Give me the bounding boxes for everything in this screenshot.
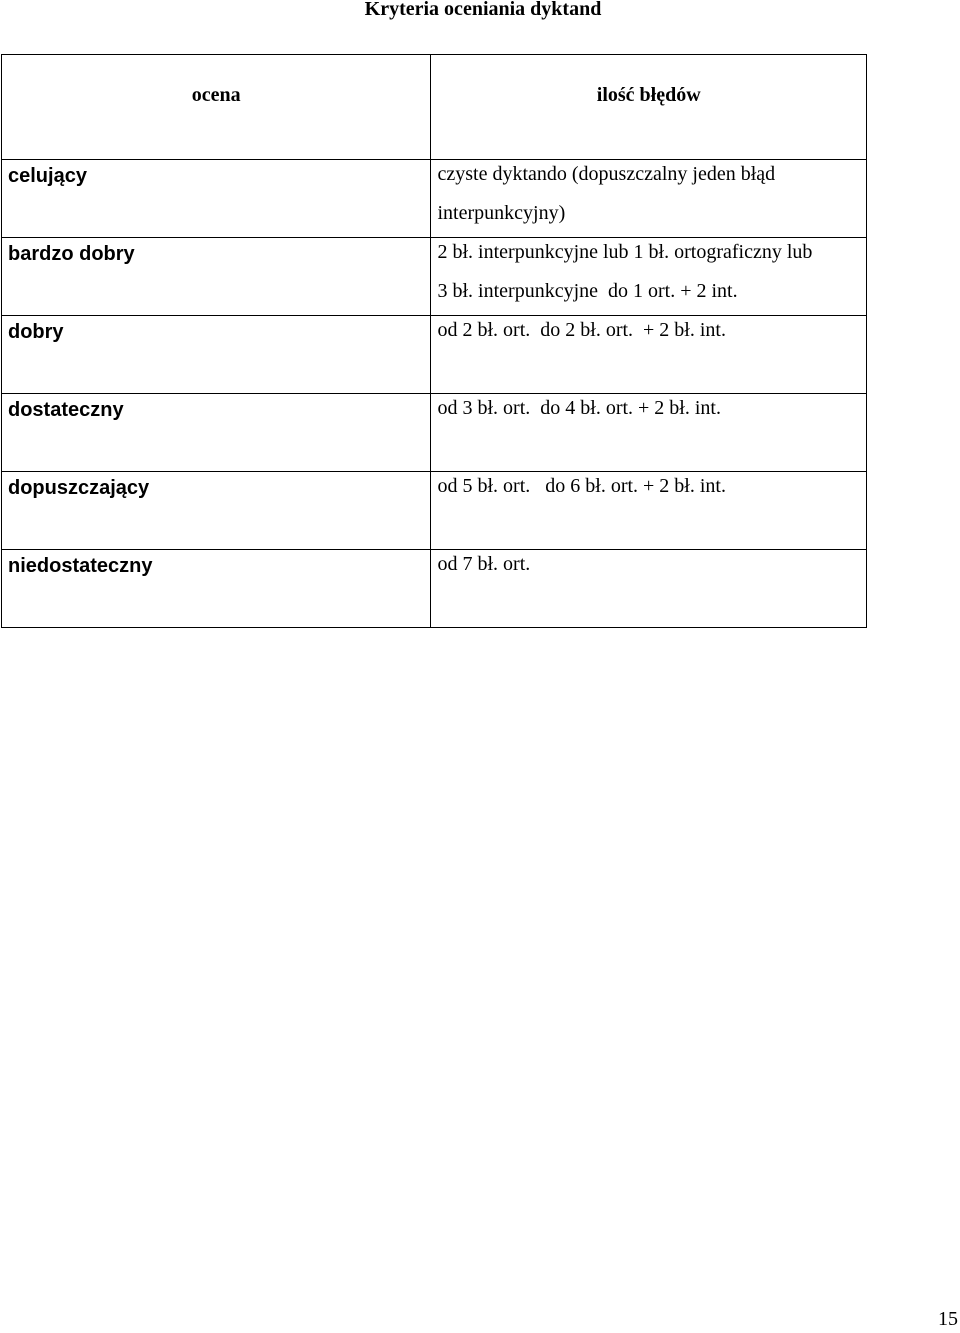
document-title: Kryteria oceniania dyktand — [364, 0, 602, 20]
errors-line: od 3 bł. ort. do 4 bł. ort. + 2 bł. int. — [437, 397, 721, 419]
errors-line: od 5 bł. ort. do 6 bł. ort. + 2 bł. int. — [437, 475, 726, 497]
table-row — [2, 394, 867, 472]
errors-cell — [431, 238, 867, 316]
errors-line: 2 bł. interpunkcyjne lub 1 bł. ortograficzny lub — [437, 241, 813, 263]
table-header-row — [2, 55, 867, 160]
table-row — [2, 160, 867, 238]
table-row — [2, 316, 867, 394]
header-errors: ilość błędów — [431, 55, 867, 160]
page-number: 15 — [938, 1308, 958, 1330]
errors-cell — [431, 550, 867, 628]
header-grade: ocena — [2, 55, 431, 160]
errors-line: od 7 bł. ort. — [437, 553, 531, 575]
table-row — [2, 238, 867, 316]
grade-cell: celujący — [2, 160, 431, 238]
grade-cell: dopuszczający — [2, 472, 431, 550]
errors-cell — [431, 394, 867, 472]
grade-cell: niedostateczny — [2, 550, 431, 628]
grading-criteria-table — [1, 54, 867, 628]
errors-line: interpunkcyjny) — [437, 202, 566, 224]
errors-line: czyste dyktando (dopuszczalny jeden błąd — [437, 163, 776, 185]
errors-cell — [431, 472, 867, 550]
grade-cell: bardzo dobry — [2, 238, 431, 316]
grade-cell: dostateczny — [2, 394, 431, 472]
table-row — [2, 472, 867, 550]
errors-cell — [431, 316, 867, 394]
errors-line: 3 bł. interpunkcyjne do 1 ort. + 2 int. — [437, 280, 738, 302]
table-row — [2, 550, 867, 628]
errors-cell — [431, 160, 867, 238]
grade-cell: dobry — [2, 316, 431, 394]
errors-line: od 2 bł. ort. do 2 bł. ort. + 2 bł. int. — [437, 319, 726, 341]
